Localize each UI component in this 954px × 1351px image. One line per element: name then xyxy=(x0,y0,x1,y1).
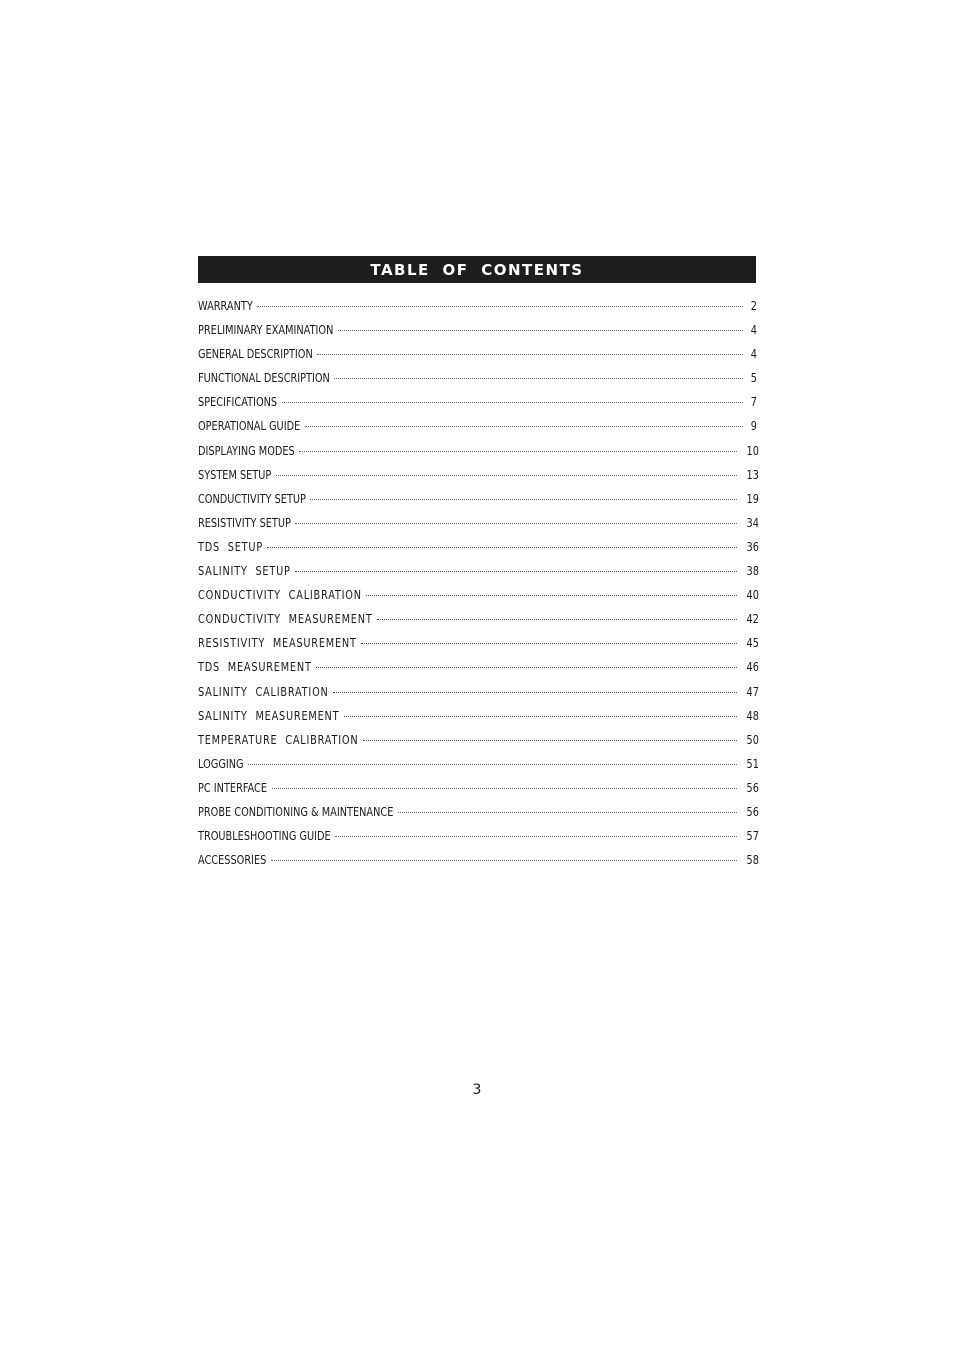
toc-entry xyxy=(198,587,759,611)
toc-entry-title: FUNCTIONAL DESCRIPTION xyxy=(198,370,330,386)
toc-entry-title: CONDUCTIVITY CALIBRATION xyxy=(198,587,362,603)
toc-entry-page: 46 xyxy=(746,659,759,675)
toc-entry xyxy=(198,538,759,563)
toc-entry-page: 47 xyxy=(746,683,759,699)
toc-leader-dots xyxy=(267,547,737,548)
toc-entry-page: 58 xyxy=(746,852,759,868)
toc-leader-dots xyxy=(316,667,737,668)
toc-entry xyxy=(198,322,756,346)
toc-leader-dots xyxy=(310,499,737,500)
toc-entry-page: 19 xyxy=(746,490,759,506)
toc-entry-title: RESISTIVITY SETUP xyxy=(198,514,291,530)
toc-entry-title: TDS SETUP xyxy=(198,538,263,554)
toc-entry-title: TROUBLESHOOTING GUIDE xyxy=(198,828,331,844)
toc-entry-title: SPECIFICATIONS xyxy=(198,394,278,410)
toc-entry xyxy=(198,828,759,852)
toc-leader-dots xyxy=(299,451,737,452)
toc-list xyxy=(198,298,759,876)
toc-entry-page: 38 xyxy=(746,563,759,579)
toc-entry-page: 42 xyxy=(746,611,759,627)
toc-entry-page: 36 xyxy=(746,538,759,554)
toc-entry xyxy=(198,852,759,876)
toc-leader-dots xyxy=(295,523,737,524)
toc-entry-page: 40 xyxy=(746,587,759,603)
toc-entry xyxy=(198,683,759,708)
toc-entry-title: DISPLAYING MODES xyxy=(198,442,295,458)
toc-entry-page: 4 xyxy=(750,346,757,362)
toc-entry-page: 50 xyxy=(746,731,759,747)
toc-entry-page: 48 xyxy=(746,707,759,723)
toc-entry-title: TEMPERATURE CALIBRATION xyxy=(198,731,359,747)
toc-entry xyxy=(198,442,759,467)
toc-entry xyxy=(198,298,756,322)
toc-entry xyxy=(198,394,756,418)
toc-leader-dots xyxy=(334,378,743,379)
toc-heading: TABLE OF CONTENTS xyxy=(198,256,756,283)
toc-entry-title: OPERATIONAL GUIDE xyxy=(198,418,301,434)
toc-entry-title: SALINITY MEASUREMENT xyxy=(198,707,340,723)
toc-entry xyxy=(198,659,759,683)
toc-leader-dots xyxy=(333,692,737,693)
toc-leader-dots xyxy=(282,402,743,403)
toc-entry xyxy=(198,490,759,515)
toc-leader-dots xyxy=(344,716,737,717)
toc-leader-dots xyxy=(271,860,737,861)
toc-entry xyxy=(198,563,759,587)
toc-entry-title: PRELIMINARY EXAMINATION xyxy=(198,322,334,338)
toc-leader-dots xyxy=(363,740,737,741)
toc-entry xyxy=(198,731,759,756)
toc-entry xyxy=(198,803,759,828)
toc-entry-page: 56 xyxy=(746,779,759,795)
toc-entry-title: GENERAL DESCRIPTION xyxy=(198,346,313,362)
toc-entry xyxy=(198,755,759,780)
toc-entry xyxy=(198,370,756,394)
toc-entry xyxy=(198,418,756,442)
toc-leader-dots xyxy=(305,426,743,427)
toc-entry-page: 5 xyxy=(750,370,757,386)
toc-entry xyxy=(198,635,759,659)
toc-entry-page: 57 xyxy=(746,828,759,844)
toc-leader-dots xyxy=(398,812,737,813)
toc-entry-title: SALINITY CALIBRATION xyxy=(198,683,329,699)
toc-entry-title: CONDUCTIVITY MEASUREMENT xyxy=(198,611,373,627)
toc-leader-dots xyxy=(317,354,743,355)
toc-leader-dots xyxy=(257,306,743,307)
toc-entry-title: LOGGING xyxy=(198,755,244,771)
toc-entry-title: CONDUCTIVITY SETUP xyxy=(198,490,306,506)
toc-entry-page: 51 xyxy=(746,755,759,771)
toc-leader-dots xyxy=(338,330,743,331)
toc-entry-title: ACCESSORIES xyxy=(198,852,267,868)
toc-entry xyxy=(198,466,759,491)
table-of-contents xyxy=(198,256,759,876)
toc-leader-dots xyxy=(377,619,737,620)
toc-leader-dots xyxy=(335,836,737,837)
toc-leader-dots xyxy=(276,475,737,476)
toc-leader-dots xyxy=(272,788,737,789)
toc-entry-page: 10 xyxy=(746,442,759,458)
toc-entry-page: 45 xyxy=(746,635,759,651)
toc-leader-dots xyxy=(361,643,737,644)
toc-entry-title: PROBE CONDITIONING & MAINTENANCE xyxy=(198,803,394,819)
toc-leader-dots xyxy=(248,764,737,765)
toc-entry-page: 56 xyxy=(746,803,759,819)
toc-leader-dots xyxy=(295,571,737,572)
toc-entry-title: WARRANTY xyxy=(198,298,253,313)
toc-entry-page: 7 xyxy=(750,394,757,410)
toc-entry-page: 34 xyxy=(746,514,759,530)
toc-entry-title: PC INTERFACE xyxy=(198,779,268,795)
toc-entry xyxy=(198,779,759,804)
toc-leader-dots xyxy=(366,595,737,596)
toc-entry xyxy=(198,346,756,370)
page-number: 3 xyxy=(472,1082,482,1098)
toc-entry-title: TDS MEASUREMENT xyxy=(198,659,312,675)
toc-entry-page: 13 xyxy=(746,466,759,482)
toc-entry-page: 4 xyxy=(750,322,757,338)
toc-entry-title: RESISTIVITY MEASUREMENT xyxy=(198,635,357,651)
toc-entry-page: 2 xyxy=(750,298,757,313)
toc-entry xyxy=(198,514,759,539)
toc-entry xyxy=(198,707,759,732)
toc-entry-title: SYSTEM SETUP xyxy=(198,466,272,482)
toc-entry-page: 9 xyxy=(750,418,757,434)
toc-entry-title: SALINITY SETUP xyxy=(198,563,291,579)
toc-entry xyxy=(198,611,759,635)
